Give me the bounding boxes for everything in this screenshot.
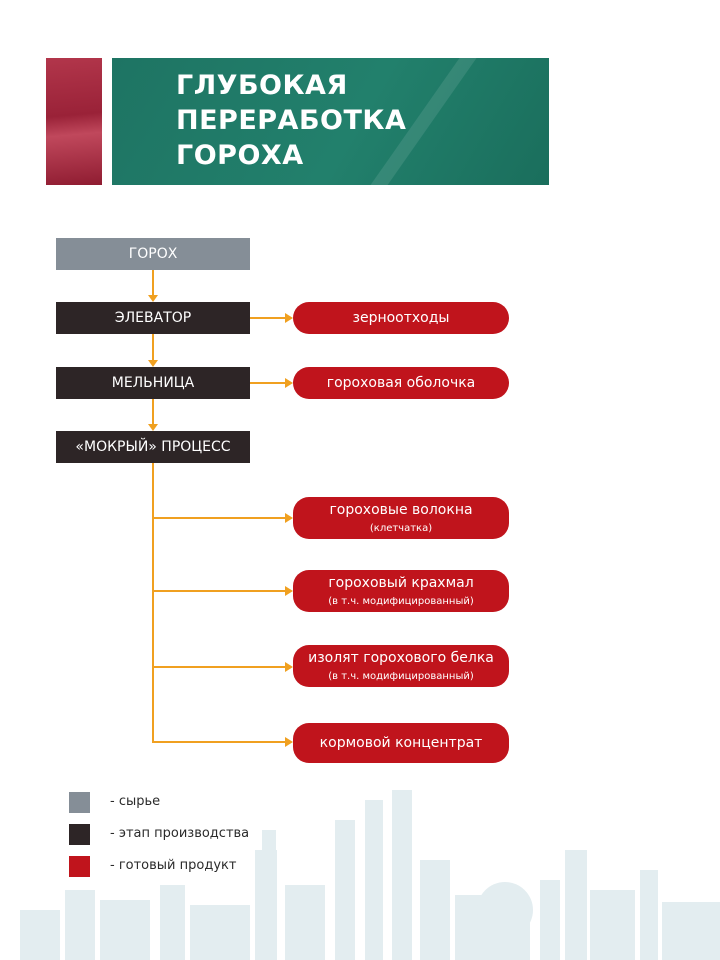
node-stage-elevator	[56, 302, 250, 334]
node-byproduct-pea-hull	[293, 367, 509, 399]
arrow-down-icon	[148, 295, 158, 302]
connector-elevator-mill	[152, 334, 154, 360]
node-label: изолят горохового белка	[308, 649, 494, 666]
arrow-right-icon	[285, 737, 293, 747]
arrow-down-icon	[148, 360, 158, 367]
arrow-right-icon	[285, 513, 293, 523]
node-label: гороховый крахмал	[328, 574, 474, 591]
node-label: ЭЛЕВАТОР	[114, 310, 192, 326]
node-label: кормовой концентрат	[319, 735, 483, 751]
node-note: (клетчатка)	[369, 522, 433, 534]
arrow-right-icon	[285, 662, 293, 672]
legend-swatch-raw	[69, 792, 90, 813]
node-product-pea-starch	[293, 570, 509, 612]
node-label: ГОРОХ	[128, 246, 178, 262]
node-label: гороховые волокна	[329, 501, 473, 518]
node-stage-mill	[56, 367, 250, 399]
arrow-down-icon	[148, 424, 158, 431]
connector-mill-wet	[152, 399, 154, 424]
node-label: зерноотходы	[352, 310, 450, 326]
connector-mill-hull	[250, 382, 286, 384]
branch-line	[152, 590, 286, 592]
node-note: (в т.ч. модифицированный)	[328, 595, 474, 607]
header-accent-block	[46, 58, 102, 185]
header-title-panel	[112, 58, 549, 185]
legend-label-stage: - этап производства	[110, 826, 250, 841]
node-label: «МОКРЫЙ» ПРОЦЕСС	[75, 439, 231, 455]
legend-label-product: - готовый продукт	[110, 858, 237, 873]
connector-raw-elevator	[152, 270, 154, 295]
legend-swatch-stage	[69, 824, 90, 845]
legend-swatch-product	[69, 856, 90, 877]
factory-skyline-background	[0, 790, 720, 960]
node-note: (в т.ч. модифицированный)	[328, 670, 474, 682]
page-title: ГЛУБОКАЯ ПЕРЕРАБОТКА ГОРОХА	[176, 70, 407, 171]
node-label: гороховая оболочка	[326, 375, 476, 391]
node-byproduct-grain-waste	[293, 302, 509, 334]
node-raw-peas	[56, 238, 250, 270]
node-stage-wet-process	[56, 431, 250, 463]
arrow-right-icon	[285, 313, 293, 323]
branch-line	[152, 517, 286, 519]
connector-wet-trunk	[152, 463, 154, 742]
node-product-pea-protein-isolate	[293, 645, 509, 687]
connector-elevator-waste	[250, 317, 286, 319]
arrow-right-icon	[285, 378, 293, 388]
node-product-pea-fiber	[293, 497, 509, 539]
node-label: МЕЛЬНИЦА	[111, 375, 195, 391]
branch-line	[152, 666, 286, 668]
node-product-feed-concentrate	[293, 723, 509, 763]
arrow-right-icon	[285, 586, 293, 596]
branch-line	[152, 741, 286, 743]
legend-label-raw: - сырье	[110, 794, 161, 809]
